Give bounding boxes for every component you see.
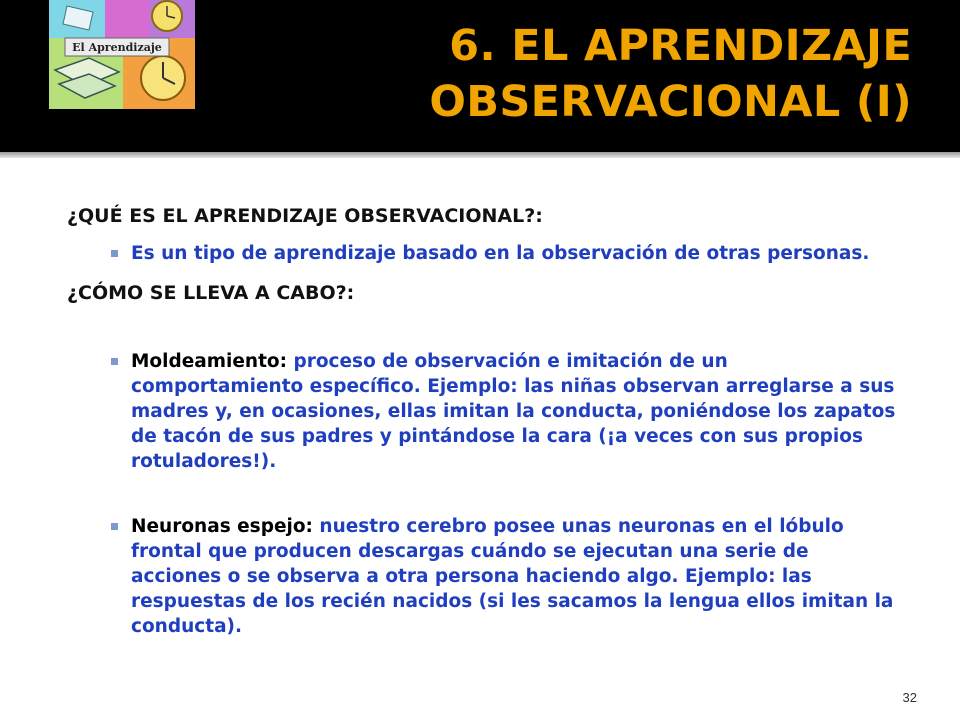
bullet-definition-text: Es un tipo de aprendizaje basado en la observación de otras personas. — [131, 243, 870, 264]
bullet-moldeamiento — [67, 349, 897, 474]
question-heading-1: ¿QUÉ ES EL APRENDIZAJE OBSERVACIONAL?: — [67, 205, 543, 227]
slide-header — [0, 0, 960, 152]
bullet-definition — [67, 241, 897, 266]
question-heading-2: ¿CÓMO SE LLEVA A CABO?: — [67, 282, 355, 304]
title-line-1: 6. EL APRENDIZAJE — [449, 21, 912, 71]
slide-title — [352, 18, 912, 130]
bullet-marker-icon — [111, 523, 118, 530]
bullet-neuronas-text: nuestro cerebro posee unas neuronas en el lóbulo frontal que producen descargas cuándo se ejecutan una serie de acciones o se observa a otra persona haciendo algo. Ejemplo: las respuestas de los recién nacidos (si les sacamos la lengua ellos imitan la conducta). — [131, 516, 894, 637]
bullet-marker-icon — [111, 358, 118, 365]
slide-body — [67, 200, 917, 639]
page-number: 32 — [902, 690, 917, 705]
bullet-neuronas-term: Neuronas espejo: — [131, 516, 313, 537]
header-divider — [0, 152, 960, 158]
aprendizaje-logo-image — [49, 0, 195, 109]
bullet-moldeamiento-text: proceso de observación e imitación de un comportamiento específico. Ejemplo: las niñas observan arreglarse a sus madres y, en ocasiones, ellas imitan la conducta, poniéndose los zapatos de tacón de sus padres y pintándose la cara (¡a veces con sus propios rotuladores!). — [131, 351, 896, 472]
bullet-marker-icon — [111, 250, 118, 257]
bullet-moldeamiento-term: Moldeamiento: — [131, 351, 288, 372]
bullet-neuronas-espejo — [67, 514, 897, 639]
title-line-2: OBSERVACIONAL (I) — [429, 77, 912, 127]
logo-label: El Aprendizaje — [72, 41, 162, 54]
